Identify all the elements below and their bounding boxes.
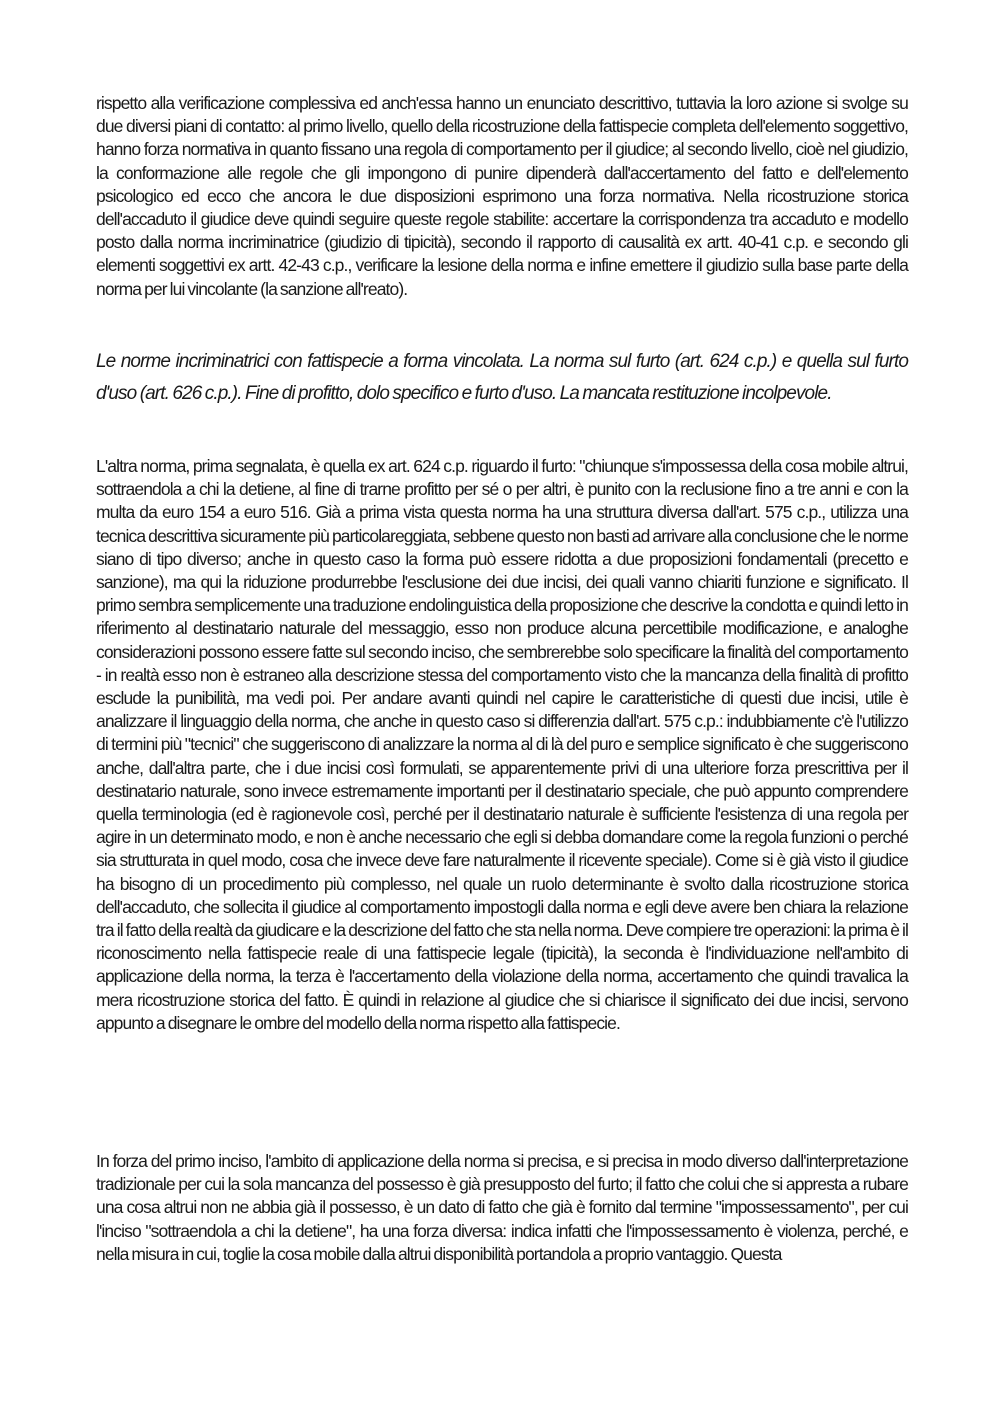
section-heading-italic: Le norme incriminatrici con fattispecie a forma vincolata. La norma sul furto (art. 624 c.p.) e quella sul furto d'uso (art. 626 c.p.). Fine di profitto, dolo specifico e furto d'uso. La mancata restituzione incolpevole. — [96, 351, 908, 404]
paragraph-first-clause: In forza del primo inciso, l'ambito di applicazione della norma si precisa, e si precisa in modo diverso dall'interpretazione tradizionale per cui la sola mancanza del possesso è già presupposto del furto; il fatto che colui che si appresta a rubare una cosa altrui non ne abbia già il possesso, è un dato di fatto che già è fornito dal termine "impossessamento", per cui l'inciso "sottraendola a chi la detiene", ha una forza diversa: indica infatti che l'impossessamento è violenza, perché, e nella misura in cui, toglie la cosa mobile dalla altrui disponibilità portandola a proprio vantaggio. Questa — [96, 1151, 908, 1264]
paragraph-intro: rispetto alla verificazione complessiva ed anch'essa hanno un enunciato descrittivo, tuttavia la loro azione si svolge su due diversi piani di contatto: al primo livello, quello della ricostruzione della fattispecie completa dell'elemento soggettivo, hanno forza normativa in quanto fissano una regola di comportamento per il giudice; al secondo livello, cioè nel giudizio, la conformazione alle regole che gli impongono di punire dipenderà dall'accertamento del fatto e dell'elemento psicologico ed ecco che ancora le due disposizioni esprimono una forza normativa. Nella ricostruzione storica dell'accaduto il giudice deve quindi seguire queste regole stabilite: accertare la corrispondenza tra accaduto e modello posto dalla norma incriminatrice (giudizio di tipicità), secondo il rapporto di causalità ex artt. 40-41 c.p. e secondo gli elementi soggettivi ex artt. 42-43 c.p., verificare la lesione della norma e infine emettere il giudizio sulla base parte della norma per lui vincolante (la sanzione all'reato). — [96, 93, 908, 299]
paragraph-theft-norm: L'altra norma, prima segnalata, è quella ex art. 624 c.p. riguardo il furto: "chiunque s'impossessa della cosa mobile altrui, sottraendola a chi la detiene, al fine di trarne profitto per sé o per altri, è punito con la reclusione fino a tre anni e con la multa da euro 154 a euro 516. Già a prima vista questa norma ha una struttura diversa dall'art. 575 c.p., utilizza una tecnica descrittiva sicuramente più particolareggiata, sebbene questo non basti ad arrivare alla conclusione che le norme siano di tipo diverso; anche in questo caso la forma può essere ridotta a due proposizioni fondamentali (precetto e sanzione), ma qui la riduzione produrrebbe l'esclusione dei due incisi, dei quali vanno chiariti funzione e significato. Il primo sembra semplicemente una traduzione endolinguistica della proposizione che descrive la condotta e quindi letto in riferimento al destinatario naturale del messaggio, esso non produce alcuna percettibile modificazione, e analoghe considerazioni possono essere fatte sul secondo inciso, che sembrerebbe solo specificare la finalità del comportamento - in realtà esso non è estraneo alla descrizione stessa del comportamento visto che la mancanza della finalità di profitto esclude la punibilità, ma vedi poi. Per andare avanti quindi nel capire le caratteristiche di questi due incisi, utile è analizzare il linguaggio della norma, che anche in questo caso si differenzia dall'art. 575 c.p.: indubbiamente c'è l'utilizzo di termini più "tecnici" che suggeriscono di analizzare la norma al di là del puro e semplice significato è che suggeriscono anche, dall'altra parte, che i due incisi così formulati, se apparentemente privi di una ulteriore forza prescrittiva per il destinatario naturale, sono invece estremamente importanti per il destinatario speciale, che può appunto comprendere quella terminologia (ed è ragionevole così, perché per il destinatario naturale è sufficiente l'esistenza di una regola per agire in un determinato modo, e non è anche necessario che egli si debba domandare come la regola funzioni o perché sia strutturata in quel modo, cosa che invece deve fare naturalmente il ricevente speciale). Come si è già visto il giudice ha bisogno di un procedimento più complesso, nel quale un ruolo determinante è svolto dalla ricostruzione storica dell'accaduto, che sollecita il giudice al comportamento impostogli dalla norma e egli deve avere ben chiara la relazione tra il fatto della realtà da giudicare e la descrizione del fatto che sta nella norma. Deve compiere tre operazioni: la prima è il riconoscimento nella fattispecie reale di una fattispecie legale (tipicità), la seconda è l'individuazione nell'ambito di applicazione della norma, la terza è l'accertamento della violazione della norma, accertamento che quindi travalica la mera ricostruzione storica del fatto. È quindi in relazione al giudice che si chiarisce il significato dei due incisi, servono appunto a disegnare le ombre del modello della norma rispetto alla fattispecie. — [96, 456, 908, 1033]
